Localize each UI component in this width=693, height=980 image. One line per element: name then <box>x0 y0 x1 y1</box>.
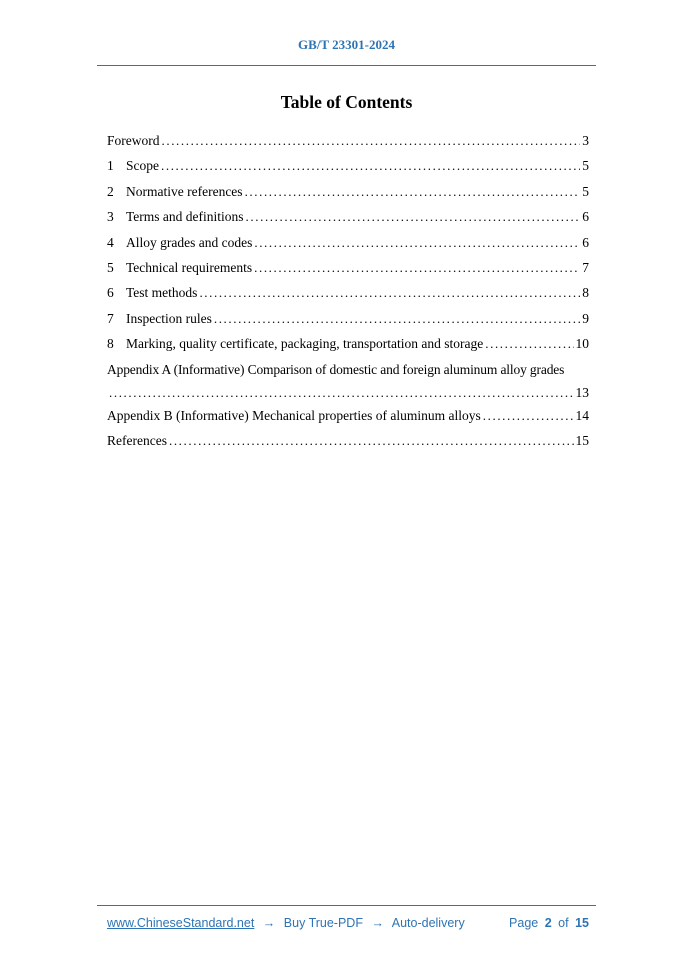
footer-page-label: Page <box>509 916 539 930</box>
toc-page-number: 14 <box>575 408 589 424</box>
toc-entry[interactable] <box>107 428 589 453</box>
toc-entry-number: 7 <box>107 310 114 326</box>
toc-entry-label: Appendix B (Informative) Mechanical properties of aluminum alloys <box>107 408 481 424</box>
toc-entry-number: 5 <box>107 260 114 276</box>
toc-entry-number: 4 <box>107 234 114 250</box>
toc-entry-label: Scope <box>126 158 159 174</box>
toc-entry-label: References <box>107 433 167 449</box>
toc-page-number: 5 <box>582 183 589 199</box>
toc-entry-label: Technical requirements <box>126 260 253 276</box>
toc-page-number: 8 <box>582 285 589 301</box>
toc-entry-label: Test methods <box>126 285 198 301</box>
toc-entry-number: 6 <box>107 285 114 301</box>
footer-page-total: 15 <box>575 916 589 930</box>
footer-page-of: of <box>558 916 569 930</box>
toc-entry[interactable] <box>107 403 589 428</box>
toc-list <box>107 128 589 454</box>
dot-leader <box>214 306 580 331</box>
toc-entry[interactable] <box>107 153 589 178</box>
toc-page-number: 6 <box>582 234 589 250</box>
dot-leader <box>199 280 580 305</box>
dot-leader <box>485 331 573 356</box>
footer-page-indicator <box>506 916 589 930</box>
toc-page-number: 13 <box>575 385 589 401</box>
dot-leader <box>246 204 581 229</box>
toc-entry[interactable] <box>107 230 589 255</box>
toc-entry-label: Normative references <box>126 183 243 199</box>
toc-entry-continuation <box>107 382 589 403</box>
toc-entry-label: Inspection rules <box>126 310 212 326</box>
toc-entry-label: Marking, quality certificate, packaging, transportation and storage <box>126 336 484 352</box>
dot-leader <box>483 403 574 428</box>
toc-entry-label: Alloy grades and codes <box>126 234 253 250</box>
dot-leader <box>169 428 574 453</box>
toc-entry-label: Appendix A (Informative) Comparison of domestic and foreign aluminum alloy grades <box>107 361 565 377</box>
footer <box>107 911 589 935</box>
footer-divider <box>97 905 596 906</box>
footer-site-link[interactable]: www.ChineseStandard.net <box>107 916 255 930</box>
page-title: Table of Contents <box>280 92 413 112</box>
toc-entry[interactable] <box>107 280 589 305</box>
toc-entry[interactable] <box>107 179 589 204</box>
toc-entry-number: 8 <box>107 336 114 352</box>
dot-leader <box>109 382 574 403</box>
arrow-right-icon: → <box>262 916 276 930</box>
toc-entry-label: Terms and definitions <box>126 209 244 225</box>
header-divider <box>97 65 596 66</box>
dot-leader <box>254 230 580 255</box>
dot-leader <box>254 255 580 280</box>
footer-page-current: 2 <box>544 916 552 930</box>
toc-entry-number: 2 <box>107 183 114 199</box>
footer-buy-text: Buy True-PDF <box>283 916 363 930</box>
toc-page-number: 6 <box>582 209 589 225</box>
footer-delivery-text: Auto-delivery <box>391 916 465 930</box>
doc-number: GB/T 23301-2024 <box>298 37 395 52</box>
toc-entry[interactable] <box>107 204 589 229</box>
toc-page-number: 5 <box>582 158 589 174</box>
toc-page-number: 3 <box>582 133 589 148</box>
dot-leader <box>161 153 580 178</box>
toc-page-number: 10 <box>575 336 589 352</box>
toc-page-number: 7 <box>582 260 589 276</box>
toc-page-number: 9 <box>582 310 589 326</box>
dot-leader <box>162 128 581 153</box>
toc-entry-label: Foreword <box>107 133 160 148</box>
toc-entry[interactable] <box>107 357 589 403</box>
toc-entry[interactable] <box>107 331 589 356</box>
toc-entry-number: 1 <box>107 158 114 174</box>
dot-leader <box>245 179 581 204</box>
arrow-right-icon: → <box>371 916 384 930</box>
footer-left <box>107 916 470 930</box>
toc-entry-number: 3 <box>107 209 114 225</box>
toc-entry[interactable] <box>107 306 589 331</box>
toc-entry[interactable] <box>107 255 589 280</box>
toc-page-number: 15 <box>575 433 589 449</box>
toc-entry[interactable] <box>107 128 589 153</box>
